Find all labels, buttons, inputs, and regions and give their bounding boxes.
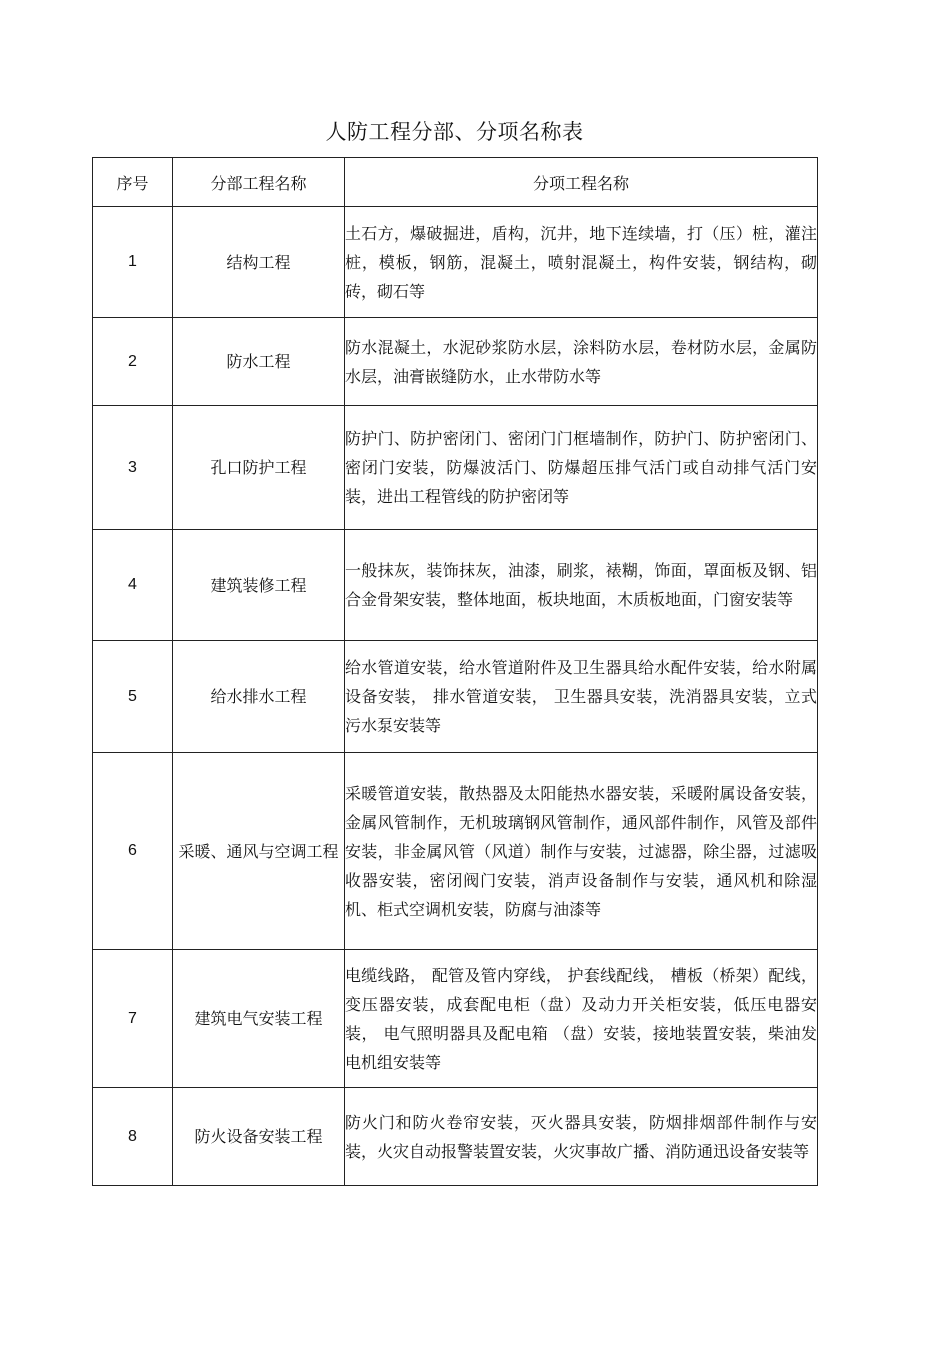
row-division: 结构工程 [173, 207, 345, 318]
row-division: 采暖、通风与空调工程 [173, 753, 345, 950]
row-seq: 2 [93, 318, 173, 406]
row-seq: 7 [93, 950, 173, 1088]
header-subitems: 分项工程名称 [345, 158, 818, 207]
row-subitems: 防火门和防火卷帘安装，灭火器具安装，防烟排烟部件制作与安装，火灾自动报警装置安装，火灾事故广播、消防通迅设备安装等 [345, 1088, 818, 1186]
table-row [93, 207, 818, 318]
row-subitems: 采暖管道安装，散热器及太阳能热水器安装，采暖附属设备安装，金属风管制作，无机玻璃钢风管制作，通风部件制作，风管及部件安装，非金属风管（风道）制作与安装，过滤器，除尘器，过滤吸收器安装，密闭阀门安装，消声设备制作与安装，通风机和除湿机、柜式空调机安装，防腐与油漆等 [345, 753, 818, 950]
header-division: 分部工程名称 [173, 158, 345, 207]
row-division: 防火设备安装工程 [173, 1088, 345, 1186]
row-seq: 8 [93, 1088, 173, 1186]
table-row [93, 753, 818, 950]
row-division: 建筑电气安装工程 [173, 950, 345, 1088]
row-division: 孔口防护工程 [173, 406, 345, 530]
row-division: 给水排水工程 [173, 641, 345, 753]
table-header-row [93, 158, 818, 207]
table-row [93, 318, 818, 406]
row-subitems: 给水管道安装，给水管道附件及卫生器具给水配件安装，给水附属设备安装， 排水管道安装， 卫生器具安装，洗消器具安装，立式污水泵安装等 [345, 641, 818, 753]
table-row [93, 1088, 818, 1186]
row-subitems: 一般抹灰，装饰抹灰，油漆，刷浆，裱糊，饰面，罩面板及钢、铝合金骨架安装，整体地面，板块地面，木质板地面，门窗安装等 [345, 530, 818, 641]
row-division: 防水工程 [173, 318, 345, 406]
row-division: 建筑装修工程 [173, 530, 345, 641]
row-seq: 4 [93, 530, 173, 641]
row-subitems: 防护门、防护密闭门、密闭门门框墙制作，防护门、防护密闭门、密闭门安装，防爆波活门、防爆超压排气活门或自动排气活门安装，进出工程管线的防护密闭等 [345, 406, 818, 530]
row-subitems: 电缆线路， 配管及管内穿线， 护套线配线， 槽板（桥架）配线，变压器安装，成套配电柜（盘）及动力开关柜安装，低压电器安装， 电气照明器具及配电箱 （盘）安装，接地装置安装，柴油发电机组安装等 [345, 950, 818, 1088]
row-seq: 3 [93, 406, 173, 530]
table-row [93, 950, 818, 1088]
table-row [93, 641, 818, 753]
row-subitems: 防水混凝土，水泥砂浆防水层，涂料防水层，卷材防水层，金属防水层，油膏嵌缝防水，止水带防水等 [345, 318, 818, 406]
row-seq: 1 [93, 207, 173, 318]
header-seq: 序号 [93, 158, 173, 207]
row-subitems: 土石方，爆破掘进，盾构，沉井，地下连续墙，打（压）桩，灌注桩，模板，钢筋，混凝土，喷射混凝土，构件安装，钢结构，砌砖，砌石等 [345, 207, 818, 318]
row-seq: 5 [93, 641, 173, 753]
project-division-table [92, 157, 818, 1186]
page-title: 人防工程分部、分项名称表 [325, 120, 584, 144]
table-row [93, 406, 818, 530]
row-seq: 6 [93, 753, 173, 950]
table-row [93, 530, 818, 641]
